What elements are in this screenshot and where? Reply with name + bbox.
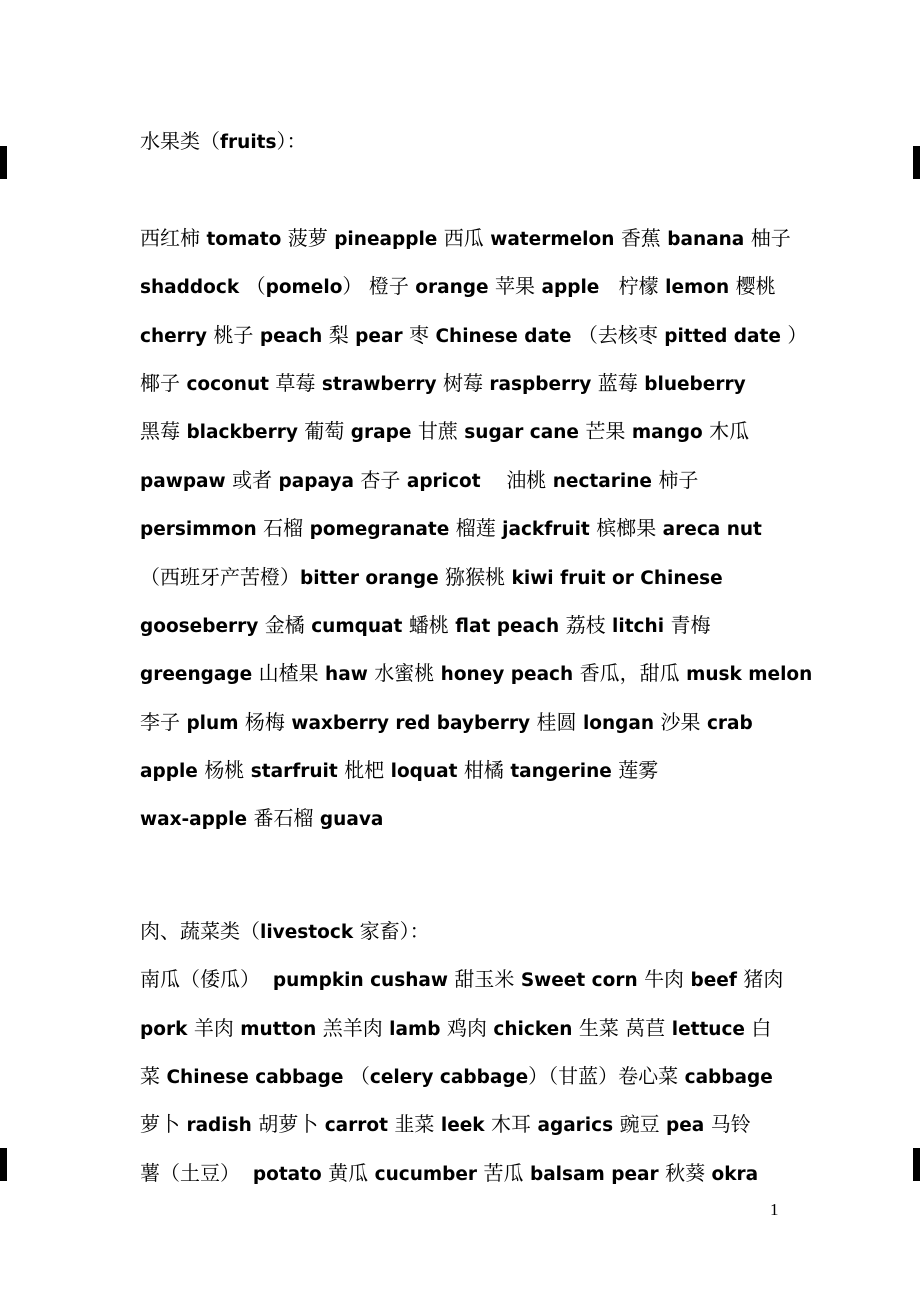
english-text-run: pitted date	[657, 325, 788, 347]
blank-line	[140, 166, 832, 214]
chinese-text-run: 柑橘	[463, 760, 504, 783]
english-text-run: crab	[700, 712, 753, 734]
chinese-text-run: 家畜）：	[359, 920, 430, 943]
chinese-text-run: 枇杷	[344, 760, 385, 783]
chinese-text-run: 羊肉	[193, 1017, 234, 1040]
text-line	[140, 263, 832, 311]
english-text-run: beef	[684, 970, 744, 992]
english-text-run: pawpaw	[140, 470, 233, 492]
text-boundary-mark-bottom-left	[0, 1148, 7, 1181]
text-boundary-mark-bottom-right	[913, 1148, 920, 1181]
chinese-text-run: 苦瓜	[483, 1162, 524, 1185]
english-text-run: apple	[140, 761, 205, 783]
english-text-run: pumpkin cushaw	[260, 970, 455, 992]
chinese-text-run: 黄瓜	[328, 1162, 369, 1185]
english-text-run: raspberry	[482, 373, 598, 395]
chinese-text-run: 南瓜（倭瓜）	[140, 969, 260, 992]
chinese-text-run: 草莓	[275, 372, 316, 395]
chinese-text-run: 水蜜桃	[374, 663, 435, 686]
chinese-text-run: 或者	[232, 469, 273, 492]
english-text-run: starfruit	[244, 761, 345, 783]
chinese-text-run: 秋葵	[665, 1162, 706, 1185]
english-text-run: litchi	[605, 615, 671, 637]
english-text-run: okra	[705, 1163, 759, 1185]
english-text-run: lemon	[658, 277, 736, 299]
text-line	[140, 795, 832, 843]
text-line	[140, 360, 832, 408]
chinese-text-run: 猪肉	[743, 969, 784, 992]
english-text-run: apple	[535, 277, 619, 299]
chinese-text-run: 荔枝	[565, 614, 606, 637]
chinese-text-run: 萝卜	[140, 1114, 180, 1137]
chinese-text-run: 羔羊肉	[322, 1017, 383, 1040]
chinese-text-run: ）	[787, 324, 808, 347]
chinese-text-run: 油桃	[506, 469, 547, 492]
chinese-text-run: 杨桃	[204, 760, 245, 783]
english-text-run: mango	[625, 422, 710, 444]
english-text-run: leek	[434, 1115, 492, 1137]
text-line	[140, 747, 832, 795]
english-text-run: tomato	[200, 228, 288, 250]
fruit-vocabulary-lines	[140, 215, 832, 844]
english-text-run: bitter orange	[300, 567, 446, 589]
english-text-run: potato	[240, 1163, 329, 1185]
chinese-text-run: ）（甘蓝）卷心菜	[528, 1066, 679, 1089]
chinese-text-run: 桃子	[213, 324, 254, 347]
chinese-text-run: 甘蔗	[417, 421, 458, 444]
text-line	[140, 1053, 832, 1101]
english-text-run: cucumber	[368, 1163, 484, 1185]
chinese-text-run: 牛肉	[644, 969, 685, 992]
english-text-run: jackfruit	[495, 519, 597, 541]
text-line	[140, 699, 832, 747]
chinese-text-run: 黑莓	[140, 421, 180, 444]
english-text-run: fruits	[220, 132, 277, 153]
english-text-run: musk melon	[679, 664, 813, 686]
chinese-text-run: 树莓	[442, 372, 483, 395]
english-text-run: longan	[576, 712, 661, 734]
text-line	[140, 505, 832, 553]
english-text-run: apricot	[400, 470, 507, 492]
english-text-run: haw	[318, 664, 375, 686]
english-text-run: chicken	[486, 1018, 579, 1040]
chinese-text-run: （	[349, 1066, 370, 1089]
text-line	[140, 457, 832, 505]
text-line	[140, 1005, 832, 1053]
chinese-text-run: 樱桃	[735, 276, 776, 299]
chinese-text-run: 生菜	[578, 1017, 619, 1040]
chinese-text-run: 肉、蔬菜类（	[140, 920, 260, 943]
chinese-text-run: 木瓜	[709, 421, 750, 444]
chinese-text-run: 枣	[409, 324, 430, 347]
chinese-text-run: ）	[342, 276, 363, 299]
text-line	[140, 312, 832, 360]
chinese-text-run: 杨梅	[244, 711, 285, 734]
chinese-text-run: 马铃	[710, 1114, 751, 1137]
chinese-text-run: 苹果	[495, 276, 536, 299]
english-text-run: pear	[348, 325, 410, 347]
chinese-text-run: ）：	[276, 131, 307, 153]
chinese-text-run: 番石榴	[253, 808, 314, 831]
chinese-text-run: 杏子	[360, 469, 401, 492]
chinese-text-run: 白	[751, 1017, 772, 1040]
vegetable-vocabulary-lines	[140, 956, 832, 1198]
chinese-text-run: 香蕉	[620, 227, 661, 250]
english-text-run: peach	[253, 325, 329, 347]
chinese-text-run: （西班牙产苦橙）	[140, 566, 300, 589]
english-text-run: blueberry	[637, 373, 746, 395]
english-text-run: areca nut	[656, 519, 762, 541]
text-line	[140, 408, 832, 456]
english-text-run: sugar cane	[457, 422, 586, 444]
english-text-run: persimmon	[140, 519, 264, 541]
english-text-run: gooseberry	[140, 615, 265, 637]
chinese-text-run: 香瓜，甜瓜	[579, 663, 680, 686]
text-boundary-mark-top-right	[913, 146, 920, 179]
english-text-run: lamb	[382, 1018, 447, 1040]
chinese-text-run: 葡萄	[304, 421, 345, 444]
chinese-text-run: 青梅	[670, 614, 711, 637]
english-text-run: blackberry	[180, 422, 305, 444]
english-text-run: radish	[180, 1115, 259, 1137]
chinese-text-run: 石榴	[263, 518, 304, 541]
page-number: 1	[770, 1200, 779, 1219]
chinese-text-run: 山楂果	[258, 663, 319, 686]
chinese-text-run: 猕猴桃	[445, 566, 506, 589]
english-text-run: loquat	[384, 761, 464, 783]
chinese-text-run: 桂圆	[536, 711, 577, 734]
english-text-run: Sweet corn	[514, 970, 645, 992]
chinese-text-run: 鸡肉	[446, 1017, 487, 1040]
section-title-fruits	[140, 118, 832, 166]
english-text-run: mutton	[233, 1018, 323, 1040]
chinese-text-run: 椰子	[140, 372, 180, 395]
english-text-run: pea	[659, 1115, 711, 1137]
english-text-run: watermelon	[483, 228, 621, 250]
english-text-run: pomegranate	[303, 519, 456, 541]
english-text-run: guava	[313, 809, 384, 831]
english-text-run: strawberry	[315, 373, 443, 395]
chinese-text-run: 胡萝卜	[258, 1114, 319, 1137]
english-text-run: honey peach	[434, 664, 580, 686]
section-gap	[140, 844, 832, 908]
text-line	[140, 602, 832, 650]
section-title-meat-vegetables	[140, 908, 832, 956]
english-text-run: banana	[660, 228, 751, 250]
english-text-run: nectarine	[546, 470, 659, 492]
english-text-run: Chinese cabbage	[160, 1067, 350, 1089]
english-text-run: agarics	[531, 1115, 620, 1137]
chinese-text-run: 莲雾	[618, 760, 659, 783]
chinese-text-run: 菠萝	[287, 227, 328, 250]
chinese-text-run: 槟榔果	[596, 518, 657, 541]
document-body	[140, 118, 832, 1198]
english-text-run: coconut	[180, 373, 276, 395]
english-text-run: cabbage	[678, 1067, 773, 1089]
english-text-run: waxberry red bayberry	[284, 712, 537, 734]
chinese-text-run: 柠檬	[618, 276, 659, 299]
chinese-text-run: 橙子	[368, 276, 409, 299]
english-text-run: Chinese date	[429, 325, 578, 347]
chinese-text-run: 蟠桃	[408, 614, 449, 637]
english-text-run: grape	[344, 422, 418, 444]
english-text-run: pomelo	[265, 277, 343, 299]
chinese-text-run: 榴莲	[455, 518, 496, 541]
english-text-run: kiwi fruit or Chinese	[505, 567, 723, 589]
english-text-run: cumquat	[304, 615, 409, 637]
text-line	[140, 1101, 832, 1149]
chinese-text-run: 豌豆	[619, 1114, 660, 1137]
english-text-run: papaya	[272, 470, 361, 492]
chinese-text-run: 木耳	[491, 1114, 532, 1137]
english-text-run: balsam pear	[523, 1163, 666, 1185]
chinese-text-run: 金橘	[264, 614, 305, 637]
english-text-run: carrot	[318, 1115, 395, 1137]
chinese-text-run: 水果类（	[140, 131, 220, 153]
text-boundary-mark-top-left	[0, 146, 7, 179]
english-text-run: tangerine	[503, 761, 619, 783]
chinese-text-run: 韭菜	[394, 1114, 435, 1137]
text-line	[140, 956, 832, 1004]
english-text-run: orange	[408, 277, 496, 299]
chinese-text-run: 西红柿	[140, 227, 200, 250]
chinese-text-run: 甜玉米	[454, 969, 515, 992]
english-text-run: pineapple	[327, 228, 444, 250]
text-line	[140, 650, 832, 698]
english-text-run: plum	[180, 712, 245, 734]
chinese-text-run: 沙果	[660, 711, 701, 734]
english-text-run: celery cabbage	[369, 1067, 529, 1089]
chinese-text-run: 柚子	[750, 227, 791, 250]
text-line	[140, 1150, 832, 1198]
english-text-run: shaddock	[140, 277, 246, 299]
chinese-text-run: （	[245, 276, 266, 299]
chinese-text-run: 芒果	[585, 421, 626, 444]
english-text-run: pork	[140, 1018, 194, 1040]
chinese-text-run: 柿子	[658, 469, 699, 492]
chinese-text-run: 西瓜	[443, 227, 484, 250]
chinese-text-run: 蓝莓	[597, 372, 638, 395]
english-text-run: greengage	[140, 664, 259, 686]
text-line	[140, 215, 832, 263]
chinese-text-run: 薯（土豆）	[140, 1162, 240, 1185]
text-line	[140, 554, 832, 602]
english-text-run: lettuce	[665, 1018, 752, 1040]
chinese-text-run: 莴苣	[625, 1017, 666, 1040]
chinese-text-run: 李子	[140, 711, 180, 734]
english-text-run: cherry	[140, 325, 214, 347]
chinese-text-run: （去核枣	[577, 324, 658, 347]
chinese-text-run: 梨	[328, 324, 349, 347]
english-text-run: livestock	[260, 921, 360, 943]
english-text-run: flat peach	[448, 615, 566, 637]
english-text-run: wax-apple	[140, 809, 254, 831]
chinese-text-run: 菜	[140, 1066, 160, 1089]
